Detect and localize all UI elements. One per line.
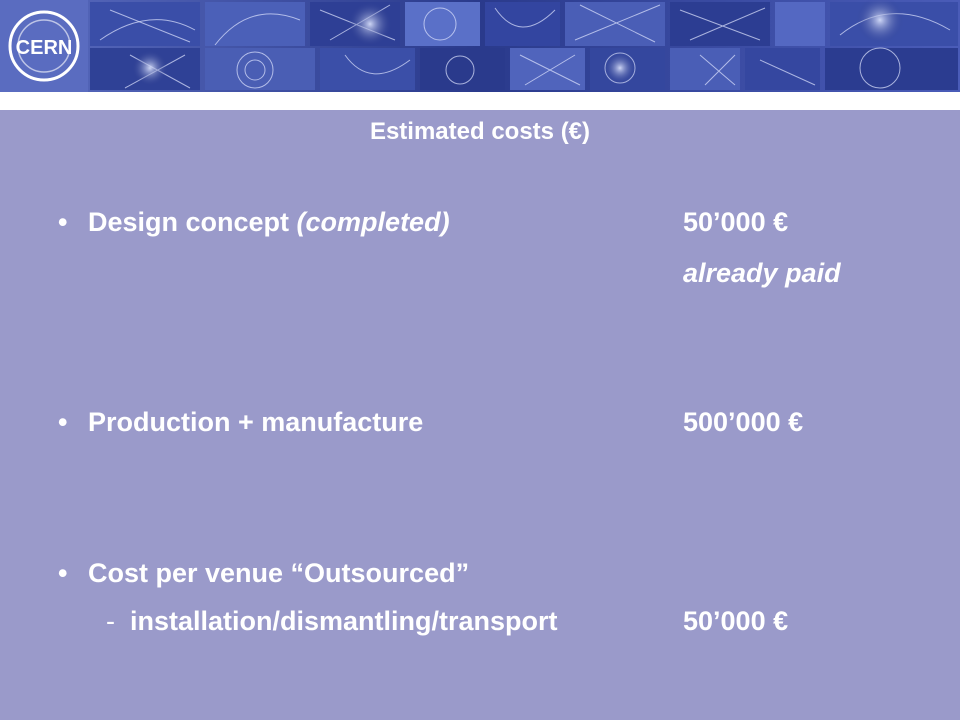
item-label: Production + manufacture <box>88 407 424 437</box>
slide-title: Estimated costs (€) <box>369 118 591 145</box>
item-label: Cost per venue “Outsourced” <box>88 558 470 588</box>
list-item-design <box>58 205 450 239</box>
cern-logo <box>0 0 88 92</box>
bullet-dot: • <box>58 558 68 588</box>
header-banner <box>0 0 960 92</box>
sub-item-label: installation/dismantling/transport <box>130 606 558 636</box>
sub-item-installation <box>106 604 558 638</box>
item-label: Design concept <box>88 207 297 237</box>
dash-bullet: - <box>106 606 115 636</box>
list-item-venue <box>58 556 469 590</box>
header-divider <box>0 92 960 110</box>
list-item-production <box>58 405 423 439</box>
physics-collage-image <box>0 0 960 92</box>
bullet-dot: • <box>58 207 68 237</box>
sub-item-amount: 50’000 € <box>683 606 789 636</box>
bullet-dot: • <box>58 407 68 437</box>
item-amount: 500’000 € <box>683 407 804 437</box>
logo-text: CERN <box>15 37 73 59</box>
item-note: already paid <box>683 258 841 288</box>
item-label-italic: (completed) <box>296 207 450 237</box>
item-amount: 50’000 € <box>683 207 789 237</box>
